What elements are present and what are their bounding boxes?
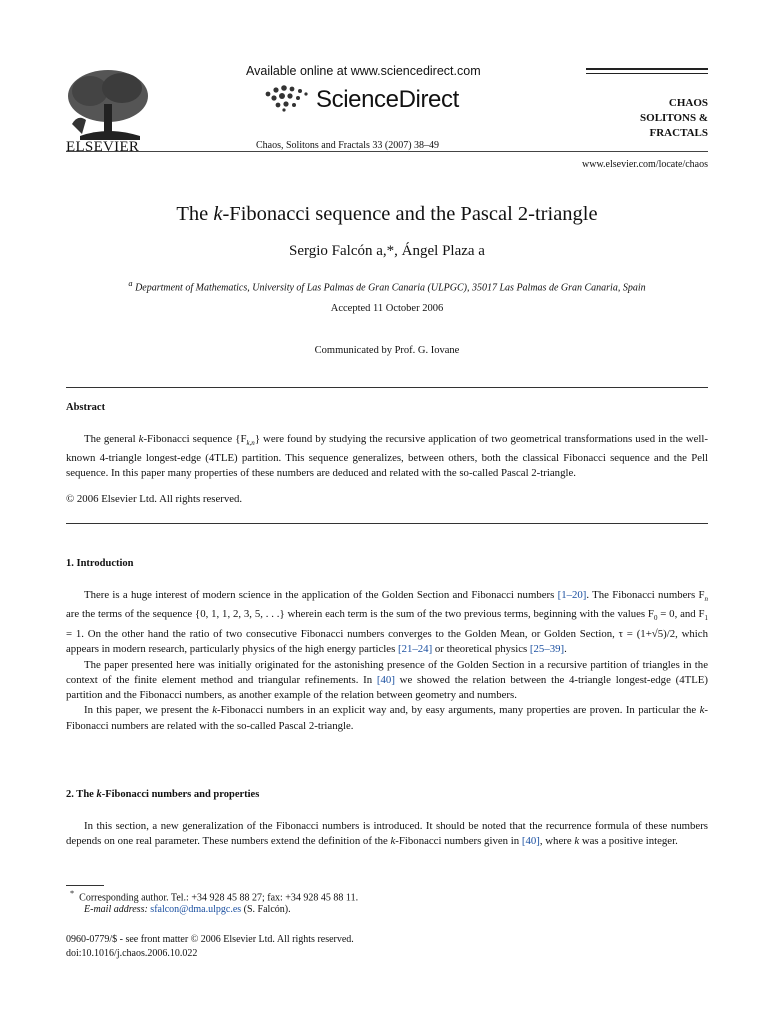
title-k: k: [213, 203, 223, 225]
abstract-body: [66, 432, 708, 481]
paragraph: In this paper, we present the k-Fibonacci numbers in an explicit way and, by easy arguments, many properties are proven. In particular the k-Fibonacci numbers are related with the so-called Pascal 2-triangle.: [66, 704, 709, 732]
available-online-link[interactable]: Available online at www.sciencedirect.com: [246, 64, 481, 78]
journal-title-line2: SOLITONS & FRACTALS: [640, 112, 708, 139]
footnote-rule: [66, 885, 104, 886]
front-matter-line: 0960-0779/$ - see front matter © 2006 Elsevier Ltd. All rights reserved.: [66, 934, 354, 945]
author-list: Sergio Falcón a,*, Ángel Plaza a: [289, 243, 485, 259]
journal-title: [586, 96, 708, 141]
paragraph: The paper presented here was initially originated for the astonishing presence of the Golden Section in a recursive partition of triangles in the context of the finite element method and triangular refinements. In [40] we showed the relation between the 4-triangle longest-edge (4TLE) partition and the Fibonacci numbers, as another example of the relation between geometry and numbers.: [66, 658, 708, 702]
sciencedirect-dots-icon: [262, 84, 320, 112]
footnote-corresponding: * Corresponding author. Tel.: +34 928 45 88 27; fax: +34 928 45 88 11.: [70, 889, 359, 904]
footnote-email: E-mail address: sfalcon@dma.ulpgc.es (S. Falcón).: [84, 904, 291, 915]
section-2-body: [66, 819, 708, 850]
abstract-bottom-rule: [66, 523, 708, 524]
title-part: -Fibonacci sequence and the Pascal 2-triangle: [222, 203, 598, 225]
journal-rule-thin: [586, 73, 708, 74]
abstract-copyright: © 2006 Elsevier Ltd. All rights reserved.: [66, 493, 243, 505]
citation-link[interactable]: [40]: [376, 673, 395, 686]
doi-line[interactable]: doi:10.1016/j.chaos.2006.10.022: [66, 948, 198, 959]
citation-link[interactable]: [40]: [521, 835, 540, 848]
affiliation-marker: a: [128, 279, 133, 288]
email-link[interactable]: sfalcon@dma.ulpgc.es: [150, 904, 242, 915]
paragraph: There is a huge interest of modern science in the application of the Golden Section and Fibonacci numbers [1–20]. The Fibonacci numbers $F_n$ are the terms of the sequence {0, 1, 1, 2, 3, 5, . . .} wherein each term is the sum of the two previous terms, beginning with the values $F_0 = 0$, and $F_1 = 1$. On the other hand the ratio of two consecutive Fibonacci numbers converges to the Golden Mean, or Golden Section, τ = (1+√5)/2, which appears in modern research, particularly physics of the high energy particles [21–24] or theoretical physics [25–39].: [66, 589, 709, 656]
sciencedirect-wordmark[interactable]: ScienceDirect: [316, 86, 459, 113]
header-divider: [66, 151, 708, 152]
accepted-date: Accepted 11 October 2006: [330, 303, 444, 314]
journal-url-link[interactable]: www.elsevier.com/locate/chaos: [582, 159, 708, 170]
section-1-body: [66, 588, 708, 734]
paragraph: In this section, a new generalization of the Fibonacci numbers is introduced. It should be noted that the recurrence formula of these numbers depends on one real parameter. These numbers extend the definition of the k-Fibonacci numbers given in [40], where k was a positive integer.: [66, 820, 708, 848]
journal-title-line1: CHAOS: [668, 97, 708, 109]
title-part: The: [176, 203, 214, 225]
abstract-top-rule: [66, 387, 708, 388]
publisher-name: ELSEVIER: [66, 139, 140, 155]
journal-citation: Chaos, Solitons and Fractals 33 (2007) 38–49: [256, 140, 440, 151]
communicated-by: Communicated by Prof. G. Iovane: [314, 345, 460, 356]
affiliation: [66, 279, 708, 293]
paper-title: [66, 203, 708, 226]
section-1-heading: 1. Introduction: [66, 558, 134, 569]
citation-link[interactable]: [1–20]: [557, 589, 587, 601]
section-2-heading: 2. The k-Fibonacci numbers and properties: [66, 789, 260, 800]
abstract-heading: Abstract: [66, 402, 106, 413]
journal-rule-thick: [586, 68, 708, 70]
citation-link[interactable]: [25–39]: [529, 643, 565, 656]
citation-link[interactable]: [21–24]: [397, 643, 433, 656]
affiliation-text: Department of Mathematics, University of Las Palmas de Gran Canaria (ULPGC), 35017 Las Palmas de Gran Canaria, Spain: [135, 282, 646, 294]
abstract-paragraph: The general k-Fibonacci sequence $\{F_{k,n}\}$ were found by studying the recursive application of two geometrical transformations used in the well-known 4-triangle longest-edge (4TLE) partition. This sequence generalizes, between others, both the classical Fibonacci sequence and the Pell sequence. In this paper many properties of these numbers are deduced and related with the so-called Pascal 2-triangle.: [66, 433, 708, 479]
